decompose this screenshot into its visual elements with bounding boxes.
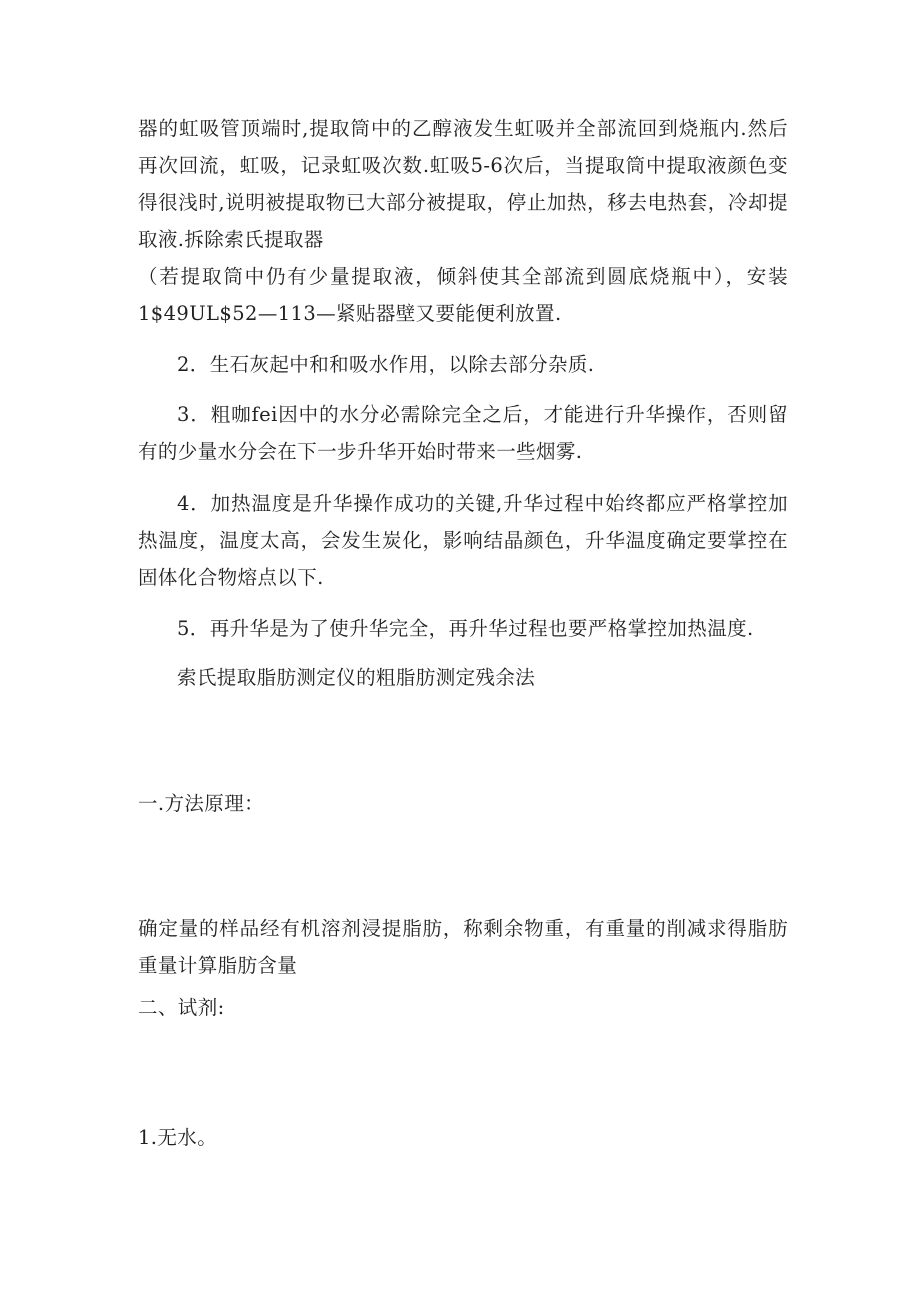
body-line: 1$49UL$52—113—紧贴器壁又要能便利放置. xyxy=(138,302,562,325)
reagent-item-1: 1.无水。 xyxy=(138,1126,218,1149)
list-item-2: 2．生石灰起中和和吸水作用，以除去部分杂质. xyxy=(177,353,595,376)
heading-method-principle: 一.方法原理： xyxy=(138,792,264,815)
list-item-4-cont: 热温度，温度太高，会发生炭化，影响结晶颜色，升华温度确定要掌控在 xyxy=(138,529,788,552)
body-line: 得很浅时,说明被提取物已大部分被提取，停止加热，移去电热套，冷却提 xyxy=(138,191,788,214)
body-line: 确定量的样品经有机溶剂浸提脂肪，称剩余物重，有重量的削减求得脂肪 xyxy=(138,917,788,940)
list-item-4-cont: 固体化合物熔点以下. xyxy=(138,566,324,589)
body-line: 重量计算脂肪含量 xyxy=(138,954,298,977)
body-line: （若提取筒中仍有少量提取液，倾斜使其全部流到圆底烧瓶中），安装 xyxy=(138,265,788,288)
body-line: 器的虹吸管顶端时,提取筒中的乙醇液发生虹吸并全部流回到烧瓶内.然后 xyxy=(138,117,788,140)
section-title: 索氏提取脂肪测定仪的粗脂肪测定残余法 xyxy=(177,666,536,689)
list-item-4: 4．加热温度是升华操作成功的关键,升华过程中始终都应严格掌控加 xyxy=(177,492,788,515)
body-line: 再次回流，虹吸，记录虹吸次数.虹吸5-6次后，当提取筒中提取液颜色变 xyxy=(138,154,788,177)
body-line: 取液.拆除索氏提取器 xyxy=(138,228,324,251)
list-item-3: 3．粗咖fei因中的水分必需除完全之后，才能进行升华操作，否则留 xyxy=(177,403,788,426)
list-item-5: 5．再升华是为了使升华完全，再升华过程也要严格掌控加热温度. xyxy=(177,617,754,640)
list-item-3-cont: 有的少量水分会在下一步升华开始时带来一些烟雾. xyxy=(138,440,583,463)
heading-reagents: 二、试剂: xyxy=(138,996,225,1019)
